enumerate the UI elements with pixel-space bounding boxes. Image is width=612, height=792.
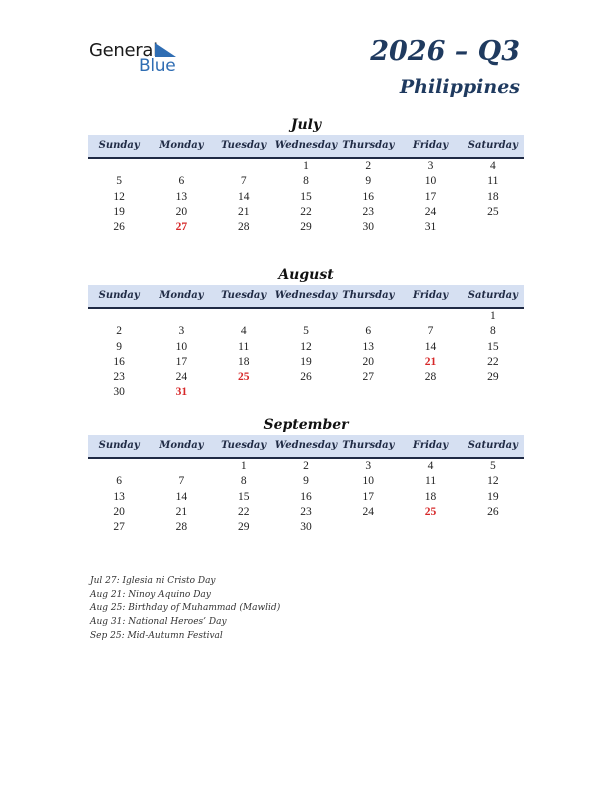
day-cell: 24 xyxy=(175,371,188,384)
week-row xyxy=(88,340,524,355)
day-cell: 20 xyxy=(113,505,125,518)
empty-day-cell xyxy=(213,159,275,174)
weekday-monday: Monday xyxy=(159,290,204,301)
empty-day-cell xyxy=(275,309,337,324)
month-title: September xyxy=(263,417,349,433)
day-cell: 5 xyxy=(489,460,496,472)
day-cell: 12 xyxy=(300,340,312,353)
day-cell: 6 xyxy=(365,325,372,338)
week-row xyxy=(88,505,524,520)
day-cell: 31 xyxy=(175,386,188,399)
weekday-sunday: Sunday xyxy=(98,290,140,301)
week-row xyxy=(88,490,524,505)
empty-day-cell xyxy=(150,159,212,174)
day-cell: 23 xyxy=(300,505,312,518)
day-cell: 5 xyxy=(116,175,123,188)
day-cell: 11 xyxy=(238,340,250,353)
empty-day-cell xyxy=(275,385,337,400)
weekday-sunday: Sunday xyxy=(98,440,140,451)
week-row xyxy=(88,370,524,385)
empty-day-cell xyxy=(150,459,212,474)
day-cell: 13 xyxy=(113,490,125,503)
month-title: August xyxy=(278,267,334,283)
empty-day-cell xyxy=(88,159,150,174)
day-cell: 9 xyxy=(303,475,309,488)
logo-general-text: General xyxy=(89,40,158,61)
day-cell: 27 xyxy=(113,521,125,534)
weekday-thursday: Thursday xyxy=(342,140,395,151)
day-cell: 21 xyxy=(175,505,188,518)
day-cell: 1 xyxy=(303,160,309,172)
day-cell: 26 xyxy=(113,221,125,234)
month-august xyxy=(88,266,524,401)
day-cell: 30 xyxy=(300,521,312,534)
week-row xyxy=(88,324,524,339)
day-cell: 25 xyxy=(424,505,437,518)
week-row xyxy=(88,205,524,220)
empty-day-cell xyxy=(399,385,461,400)
empty-day-cell xyxy=(213,385,275,400)
weekday-tuesday: Tuesday xyxy=(221,290,267,301)
day-cell: 14 xyxy=(237,190,250,203)
day-cell: 13 xyxy=(175,190,188,203)
weekday-monday: Monday xyxy=(159,140,204,151)
day-cell: 15 xyxy=(300,190,312,203)
week-row xyxy=(88,474,524,489)
day-cell: 24 xyxy=(362,505,375,518)
day-cell: 5 xyxy=(303,325,309,338)
day-cell: 27 xyxy=(175,221,188,234)
holiday-note: Jul 27: Iglesia ni Cristo Day xyxy=(90,576,216,586)
weekday-wednesday: Wednesday xyxy=(274,140,338,151)
day-cell: 23 xyxy=(362,205,375,218)
day-cell: 17 xyxy=(175,355,188,368)
day-cell: 3 xyxy=(178,325,185,338)
day-cell: 22 xyxy=(237,505,250,518)
day-cell: 19 xyxy=(487,490,499,503)
day-cell: 10 xyxy=(424,175,437,188)
day-cell: 9 xyxy=(116,340,123,353)
day-cell: 6 xyxy=(178,175,185,188)
weekday-tuesday: Tuesday xyxy=(221,140,267,151)
day-cell: 30 xyxy=(362,221,375,234)
day-cell: 28 xyxy=(237,221,250,234)
day-cell: 18 xyxy=(424,490,437,503)
day-cell: 1 xyxy=(240,460,247,472)
week-row xyxy=(88,220,524,235)
day-cell: 7 xyxy=(240,175,247,188)
empty-day-cell xyxy=(337,520,399,535)
day-cell: 4 xyxy=(240,325,247,338)
day-cell: 3 xyxy=(365,460,372,472)
empty-day-cell xyxy=(213,309,275,324)
empty-day-cell xyxy=(462,520,524,535)
day-cell: 14 xyxy=(175,490,188,503)
day-cell: 22 xyxy=(300,205,312,218)
day-cell: 16 xyxy=(362,190,375,203)
day-cell: 21 xyxy=(424,355,437,368)
day-cell: 17 xyxy=(424,190,437,203)
week-row xyxy=(88,309,524,324)
weekday-header-row xyxy=(88,135,524,159)
day-cell: 10 xyxy=(175,340,188,353)
day-cell: 24 xyxy=(424,205,437,218)
empty-day-cell xyxy=(150,309,212,324)
day-cell: 22 xyxy=(487,355,499,368)
day-cell: 12 xyxy=(113,190,125,203)
day-cell: 4 xyxy=(427,460,434,472)
week-row xyxy=(88,459,524,474)
empty-day-cell xyxy=(337,309,399,324)
weekday-friday: Friday xyxy=(412,140,449,151)
page-title: 2026 – Q3 xyxy=(370,36,520,67)
weekday-sunday: Sunday xyxy=(98,140,140,151)
day-cell: 20 xyxy=(362,355,375,368)
day-cell: 8 xyxy=(303,175,309,188)
month-july xyxy=(88,116,524,235)
weekday-saturday: Saturday xyxy=(467,140,518,151)
day-cell: 27 xyxy=(362,371,375,384)
day-cell: 8 xyxy=(240,475,247,488)
day-cell: 2 xyxy=(303,460,309,472)
weekday-wednesday: Wednesday xyxy=(274,440,338,451)
country-name: Philippines xyxy=(399,76,520,98)
weekday-saturday: Saturday xyxy=(467,290,518,301)
day-cell: 7 xyxy=(178,475,185,488)
day-cell: 19 xyxy=(300,355,312,368)
logo-triangle-icon xyxy=(155,43,176,57)
day-cell: 17 xyxy=(362,490,375,503)
day-cell: 7 xyxy=(427,325,434,338)
weekday-header-row xyxy=(88,285,524,309)
empty-day-cell xyxy=(462,385,524,400)
day-cell: 15 xyxy=(487,340,499,353)
day-cell: 6 xyxy=(116,475,123,488)
empty-day-cell xyxy=(337,385,399,400)
empty-day-cell xyxy=(399,309,461,324)
day-cell: 28 xyxy=(175,521,188,534)
day-cell: 2 xyxy=(116,325,123,338)
day-cell: 19 xyxy=(113,205,125,218)
day-cell: 1 xyxy=(489,310,496,322)
day-cell: 3 xyxy=(427,160,434,172)
week-row xyxy=(88,385,524,400)
day-cell: 29 xyxy=(300,221,312,234)
day-cell: 25 xyxy=(237,371,250,384)
day-cell: 30 xyxy=(113,386,125,399)
month-title: July xyxy=(290,117,322,133)
day-cell: 31 xyxy=(424,221,437,234)
day-cell: 8 xyxy=(489,325,496,338)
week-row xyxy=(88,159,524,174)
week-row xyxy=(88,174,524,189)
day-cell: 18 xyxy=(487,190,499,203)
day-cell: 25 xyxy=(487,205,499,218)
empty-day-cell xyxy=(462,220,524,235)
day-cell: 11 xyxy=(487,175,499,188)
weekday-wednesday: Wednesday xyxy=(274,290,338,301)
day-cell: 10 xyxy=(362,475,375,488)
day-cell: 9 xyxy=(365,175,372,188)
weekday-friday: Friday xyxy=(412,290,449,301)
day-cell: 16 xyxy=(113,355,125,368)
holiday-note: Aug 21: Ninoy Aquino Day xyxy=(90,589,211,600)
day-cell: 15 xyxy=(237,490,250,503)
day-cell: 20 xyxy=(175,205,188,218)
day-cell: 14 xyxy=(424,340,437,353)
day-cell: 16 xyxy=(300,490,312,503)
empty-day-cell xyxy=(88,309,150,324)
day-cell: 29 xyxy=(237,521,250,534)
day-cell: 18 xyxy=(237,355,250,368)
weekday-tuesday: Tuesday xyxy=(221,440,267,451)
weekday-friday: Friday xyxy=(412,440,449,451)
week-row xyxy=(88,520,524,535)
day-cell: 26 xyxy=(300,371,312,384)
week-row xyxy=(88,355,524,370)
logo xyxy=(89,40,199,78)
day-cell: 21 xyxy=(237,205,250,218)
day-cell: 4 xyxy=(489,160,496,172)
holiday-note: Sep 25: Mid-Autumn Festival xyxy=(90,630,223,641)
holiday-note: Aug 31: National Heroes’ Day xyxy=(90,617,227,628)
empty-day-cell xyxy=(88,459,150,474)
day-cell: 12 xyxy=(487,475,499,488)
week-row xyxy=(88,190,524,205)
weekday-monday: Monday xyxy=(159,440,204,451)
day-cell: 26 xyxy=(487,505,499,518)
empty-day-cell xyxy=(399,520,461,535)
weekday-header-row xyxy=(88,435,524,459)
weekday-thursday: Thursday xyxy=(342,440,395,451)
month-september xyxy=(88,416,524,535)
holiday-note: Aug 25: Birthday of Muhammad (Mawlid) xyxy=(90,603,281,614)
day-cell: 13 xyxy=(362,340,375,353)
day-cell: 29 xyxy=(487,371,499,384)
day-cell: 2 xyxy=(365,160,372,172)
holiday-notes xyxy=(90,575,280,643)
day-cell: 28 xyxy=(424,371,437,384)
logo-blue-text: Blue xyxy=(139,56,176,76)
day-cell: 11 xyxy=(425,475,437,488)
weekday-thursday: Thursday xyxy=(342,290,395,301)
weekday-saturday: Saturday xyxy=(467,440,518,451)
day-cell: 23 xyxy=(113,371,125,384)
